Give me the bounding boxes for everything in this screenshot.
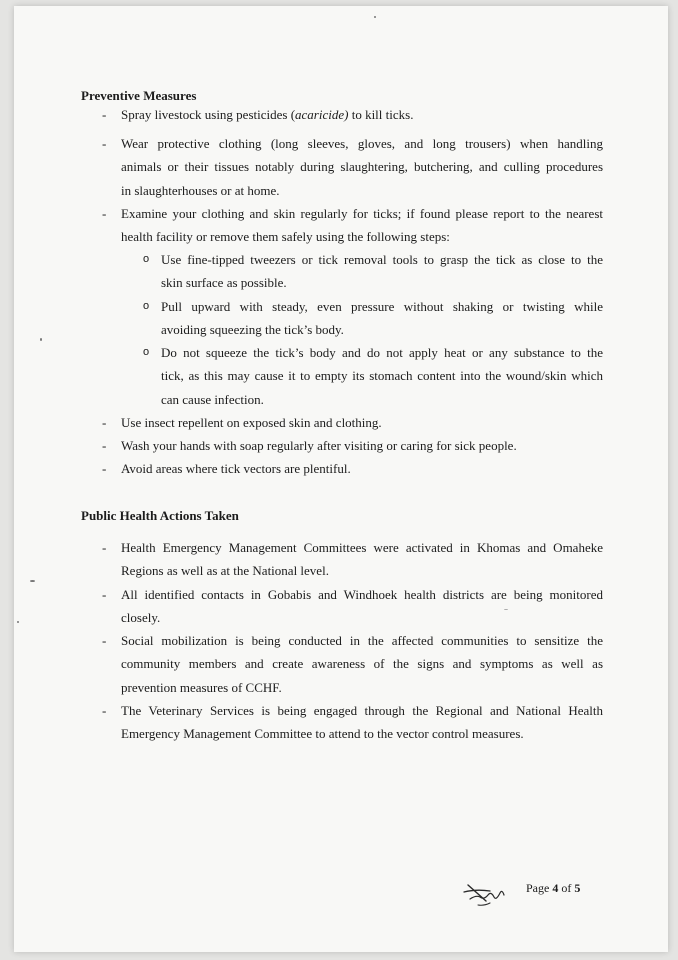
step-line: Do not squeeze the tick’s body and do not apply heat or any substance to the <box>161 345 603 360</box>
list-item <box>81 536 603 583</box>
item-line: community members and create awareness of the signs and symptoms as well as <box>121 656 603 672</box>
item-text: Use insect repellent on exposed skin and clothing. <box>121 415 382 430</box>
circle-bullet-marker: o <box>143 346 150 358</box>
item-line: Emergency Management Committee to attend to the vector control measures. <box>121 726 524 742</box>
item-line: The Veterinary Services is being engaged through the Regional and National Health <box>121 703 603 718</box>
step-line: skin surface as possible. <box>161 275 287 291</box>
list-item <box>81 629 603 699</box>
scan-speck <box>30 580 35 582</box>
bullet-marker: - <box>102 540 107 555</box>
list-item <box>81 132 603 202</box>
item-line: Examine your clothing and skin regularly for ticks; if found please report to the nearest <box>121 206 603 221</box>
list-item <box>81 699 603 746</box>
item-text: Wash your hands with soap regularly after visiting or caring for sick people. <box>121 438 517 453</box>
step-line: Use fine-tipped tweezers or tick removal tools to grasp the tick as close to the <box>161 252 603 267</box>
bullet-marker: - <box>102 438 107 453</box>
scan-speck <box>504 609 508 610</box>
step-line: Pull upward with steady, even pressure without shaking or twisting while <box>161 299 603 314</box>
item-line: closely. <box>121 610 161 626</box>
item-line: animals or their tissues notably during slaughtering, butchering, and culling procedures <box>121 159 603 175</box>
bullet-marker: - <box>102 107 107 122</box>
bullet-marker: - <box>102 206 107 221</box>
item-line: prevention measures of CCHF. <box>121 679 282 695</box>
section-heading-preventive: Preventive Measures <box>81 88 197 103</box>
list-item <box>81 411 603 434</box>
list-item <box>81 583 603 630</box>
page-number: Page 4 of 5 <box>526 881 581 895</box>
step-item <box>81 295 603 342</box>
document-page <box>14 6 668 952</box>
item-line: Wear protective clothing (long sleeves, gloves, and long trousers) when handling <box>121 136 603 151</box>
item-text-italic: acaricide) <box>295 107 349 122</box>
step-item <box>81 248 603 295</box>
list-item <box>81 202 603 249</box>
scan-speck <box>17 621 19 623</box>
item-line: health facility or remove them safely using the following steps: <box>121 229 450 245</box>
bullet-marker: - <box>102 461 107 476</box>
item-text: Spray livestock using pesticides ( <box>121 107 296 122</box>
item-text: Avoid areas where tick vectors are plentiful. <box>121 461 351 476</box>
list-item <box>81 434 603 457</box>
item-line: All identified contacts in Gobabis and Windhoek health districts are being monitored <box>121 587 603 602</box>
list-item <box>81 457 603 480</box>
list-item <box>81 103 603 126</box>
scan-speck <box>40 338 42 341</box>
circle-bullet-marker: o <box>143 253 150 265</box>
handwritten-initials-signature <box>460 875 516 911</box>
item-text: to kill ticks. <box>348 107 414 122</box>
bullet-marker: - <box>102 136 107 151</box>
bullet-marker: - <box>102 587 107 602</box>
step-line: avoiding squeezing the tick’s body. <box>161 322 344 338</box>
item-line: in slaughterhouses or at home. <box>121 182 280 198</box>
circle-bullet-marker: o <box>143 300 150 312</box>
item-line: Social mobilization is being conducted in the affected communities to sensitize the <box>121 633 603 648</box>
step-line: can cause infection. <box>161 391 264 407</box>
bullet-marker: - <box>102 415 107 430</box>
step-line: tick, as this may cause it to empty its stomach content into the wound/skin which <box>161 368 603 384</box>
section-heading-actions: Public Health Actions Taken <box>81 508 239 523</box>
scan-speck <box>374 16 376 18</box>
item-line: Regions as well as at the National level. <box>121 563 329 579</box>
bullet-marker: - <box>102 703 107 718</box>
item-line: Health Emergency Management Committees were activated in Khomas and Omaheke <box>121 540 603 555</box>
page-footer <box>460 875 620 915</box>
step-item <box>81 341 603 411</box>
bullet-marker: - <box>102 633 107 648</box>
